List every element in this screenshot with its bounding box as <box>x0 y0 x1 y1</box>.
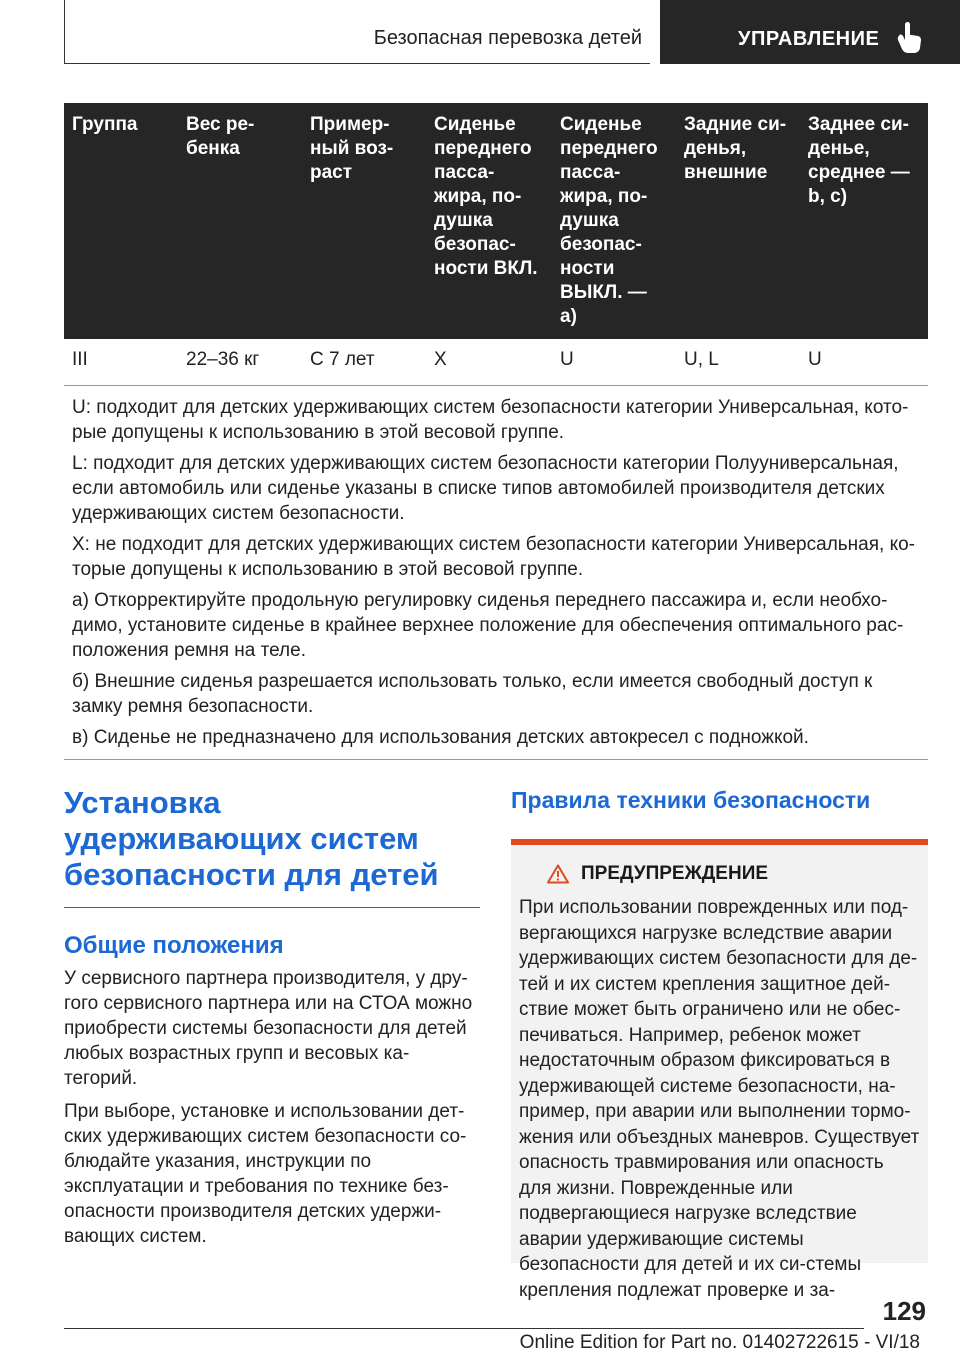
table-footnotes <box>72 395 922 756</box>
warning-triangle-icon <box>547 864 569 884</box>
col-header-rear-outer: Задние си-денья, внешние <box>676 103 800 339</box>
subsection-title: Общие положения <box>64 932 284 959</box>
footer-edition: Online Edition for Part no. 01402722615 - VI/18 <box>519 1332 920 1353</box>
section-title-rule <box>64 907 480 908</box>
warning-box <box>511 845 928 1301</box>
warning-title: ПРЕДУПРЕЖДЕНИЕ <box>581 863 769 884</box>
warning-text: При использовании поврежденных или под-вергающихся нагрузке вследствие аварии удерживающих систем безопасности для де-тей и их систем крепления защитное дей-ствие может быть ограничено или не обес-печиваться. Например, ребенок может недостаточным образом фиксироваться в удерживающей системе безопасности, на-пример, при аварии или выполнении тормо-жения или объездных маневров. Существует опасность травмирования или опасность для жизни. Поврежденные или подвергающиеся нагрузке вследствие аварии удерживающие системы безопасности для детей и их си-стемы крепления подлежат проверке и за- <box>519 897 920 1301</box>
footer-rule <box>64 1328 864 1329</box>
table-row <box>64 339 928 386</box>
footnote-x: X: не подходит для детских удерживающих систем безопасности категории Универсальная, ко-торые допущены к использованию в этой весовой группе. <box>72 534 916 580</box>
section-title-line-2: удерживающих систем <box>64 821 419 856</box>
page-number: 129 <box>882 1296 926 1326</box>
section-title-line-1: Установка <box>64 785 221 820</box>
body-paragraph-2: При выборе, установке и использовании дет-ских удерживающих систем безопасности со-блюдайте указания, инструкции по эксплуатации и требования по технике без-опасности производителя детских удержи-вающих систем. <box>64 1101 467 1247</box>
cell-weight: 22–36 кг <box>178 339 302 386</box>
cell-age: С 7 лет <box>302 339 426 386</box>
header-section-title: Безопасная перевозка детей <box>373 27 642 49</box>
header-chapter-tab <box>660 0 960 64</box>
footnote-c: в) Сиденье не предназначено для использования детских автокресел с подножкой. <box>72 727 809 748</box>
cell-front-airbag-off: U <box>552 339 676 386</box>
body-paragraph-1: У сервисного партнера производителя, у дру-гого сервисного партнера или на СТОА можно приобрести системы безопасности для детей любых возрастных групп и весовых ка-тегорий. <box>64 968 473 1089</box>
section-title <box>64 785 480 893</box>
footnote-b: б) Внешние сиденья разрешается использовать только, если имеется свободный доступ к замку ремня безопасности. <box>72 671 873 717</box>
safety-rules-title: Правила техники безопасности <box>511 787 871 813</box>
left-column <box>64 785 480 1257</box>
footnotes-divider <box>64 759 928 760</box>
cell-rear-middle: U <box>800 339 928 386</box>
col-header-rear-middle: Заднее си-денье, среднее — b, c) <box>800 103 928 339</box>
right-column <box>511 785 928 1301</box>
cell-front-airbag-on: X <box>426 339 552 386</box>
col-header-age: Пример-ный воз-раст <box>302 103 426 339</box>
col-header-weight: Вес ре-бенка <box>178 103 302 339</box>
child-seat-table <box>64 103 928 386</box>
warning-heading <box>547 863 920 885</box>
cell-group: III <box>64 339 178 386</box>
col-header-front-airbag-on: Сиденье переднего пасса-жира, по-душка безопас-ности ВКЛ. <box>426 103 552 339</box>
header-bottom-rule <box>64 63 650 64</box>
col-header-group: Группа <box>64 103 178 339</box>
footnote-u: U: подходит для детских удерживающих систем безопасности категории Универсальная, кото-рые допущены к использованию в этой весовой группе. <box>72 397 909 443</box>
col-header-front-airbag-off: Сиденье переднего пасса-жира, по-душка безопас-ности ВЫКЛ. — a) <box>552 103 676 339</box>
header-left-rule <box>64 0 65 64</box>
footnote-l: L: подходит для детских удерживающих систем безопасности категории Полууниверсальная, если автомобиль или сиденье указаны в списке типов автомобилей производителя детских удерживающих систем безопасности. <box>72 453 899 524</box>
table-header-row <box>64 103 928 339</box>
footnote-a: а) Откорректируйте продольную регулировку сиденья переднего пассажира и, если необхо-димо, установите сиденье в крайнее верхнее положение для обеспечения оптимального рас-положения ремня на теле. <box>72 590 904 661</box>
section-title-line-3: безопасности для детей <box>64 857 439 892</box>
header-chapter-label: УПРАВЛЕНИЕ <box>738 28 880 50</box>
hand-pointer-icon <box>896 22 922 54</box>
cell-rear-outer: U, L <box>676 339 800 386</box>
